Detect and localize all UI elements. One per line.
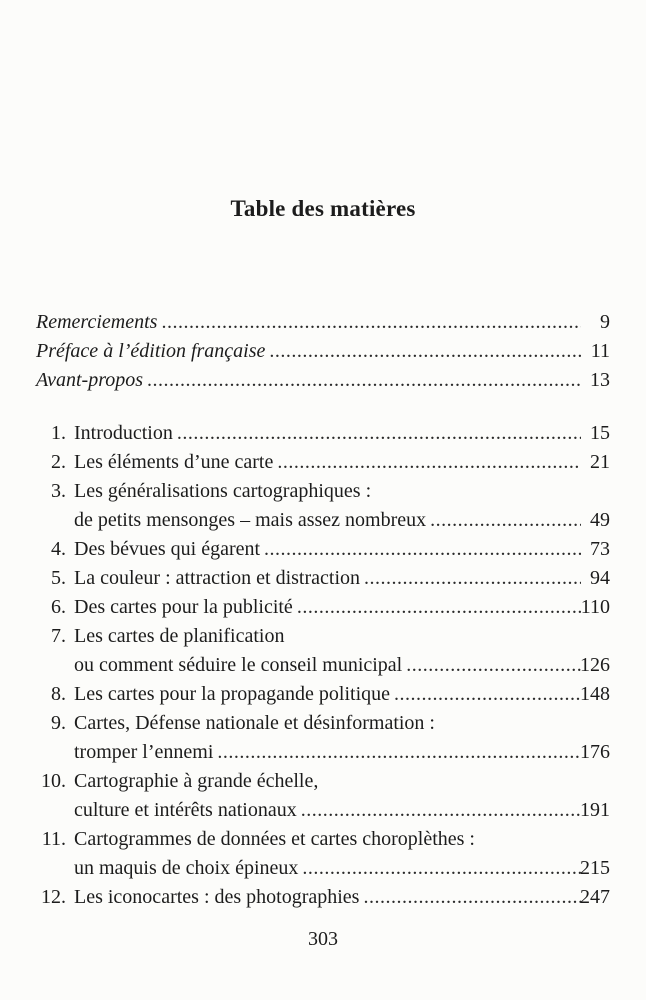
entry-page-number: 15	[590, 422, 610, 444]
chapter-number: 12.	[41, 886, 66, 908]
toc-front-matter-item	[0, 307, 646, 337]
toc-chapter-item	[0, 882, 646, 912]
dot-leader	[217, 737, 581, 767]
toc-chapter-item	[0, 824, 646, 854]
entry-title: Les généralisations cartographiques :	[74, 480, 372, 502]
entry-page-number: 13	[590, 369, 610, 391]
page-title: Table des matières	[230, 196, 416, 221]
entry-title: Les cartes de planification	[74, 625, 285, 647]
chapter-number: 11.	[41, 828, 66, 850]
entry-text	[74, 592, 584, 622]
toc-chapter-item	[0, 592, 646, 622]
entry-title: un maquis de choix épineux	[74, 857, 299, 879]
dot-leader	[177, 418, 581, 448]
chapter-number: 4.	[51, 538, 66, 560]
dot-leader	[269, 336, 581, 366]
chapter-number: 3.	[51, 480, 66, 502]
entry-title: Cartographie à grande échelle,	[74, 770, 319, 792]
toc-chapter-item-continued	[0, 650, 646, 680]
chapter-number: 5.	[51, 567, 66, 589]
dot-leader	[363, 882, 581, 912]
entry-text	[36, 365, 584, 395]
entry-title: Cartes, Défense nationale et désinformation :	[74, 712, 435, 734]
toc-chapter-item-continued	[0, 737, 646, 767]
entry-title: Avant-propos	[36, 369, 144, 391]
dot-leader	[161, 307, 581, 337]
entry-title: culture et intérêts nationaux	[74, 799, 297, 821]
entry-page-number: 49	[590, 509, 610, 531]
entry-text	[74, 795, 584, 825]
dot-leader	[264, 534, 581, 564]
entry-page-number: 73	[590, 538, 610, 560]
entry-title: Les iconocartes : des photographies	[74, 886, 360, 908]
dot-leader	[301, 795, 581, 825]
toc-chapter-item	[0, 766, 646, 796]
entry-text	[74, 882, 584, 912]
entry-text	[74, 621, 584, 651]
entry-text	[74, 824, 584, 854]
toc-chapter-item	[0, 534, 646, 564]
dot-leader	[302, 853, 581, 883]
entry-title: Les éléments d’une carte	[74, 451, 274, 473]
entry-page-number: 11	[590, 340, 610, 362]
dot-leader	[394, 679, 581, 709]
toc-chapter-item	[0, 447, 646, 477]
entry-page-number: 215	[580, 857, 610, 879]
toc-front-matter-item	[0, 336, 646, 366]
toc-chapter-item-continued	[0, 853, 646, 883]
entry-text	[74, 476, 584, 506]
entry-title: de petits mensonges – mais assez nombreux	[74, 509, 427, 531]
chapter-number: 8.	[51, 683, 66, 705]
entry-title: Des bévues qui égarent	[74, 538, 261, 560]
toc-chapter-item	[0, 476, 646, 506]
entry-page-number: 247	[580, 886, 610, 908]
toc-front-matter-item	[0, 365, 646, 395]
entry-page-number: 21	[590, 451, 610, 473]
dot-leader	[364, 563, 581, 593]
dot-leader	[406, 650, 581, 680]
toc-chapter-item	[0, 563, 646, 593]
entry-text	[74, 708, 584, 738]
entry-page-number: 110	[580, 596, 610, 618]
entry-text	[74, 737, 584, 767]
entry-text	[74, 679, 584, 709]
entry-text	[74, 563, 584, 593]
entry-page-number: 191	[580, 799, 610, 821]
chapter-number: 1.	[51, 422, 66, 444]
toc-chapter-item	[0, 679, 646, 709]
entry-text	[36, 336, 584, 366]
chapter-number: 2.	[51, 451, 66, 473]
toc-chapter-item	[0, 621, 646, 651]
entry-title: La couleur : attraction et distraction	[74, 567, 360, 589]
dot-leader	[277, 447, 581, 477]
dot-leader	[147, 365, 581, 395]
entry-text	[74, 650, 584, 680]
page-number: 303	[308, 928, 338, 950]
entry-text	[74, 853, 584, 883]
entry-page-number: 126	[580, 654, 610, 676]
entry-text	[74, 534, 584, 564]
chapter-number: 6.	[51, 596, 66, 618]
entry-text	[74, 447, 584, 477]
chapter-number: 10.	[41, 770, 66, 792]
entry-title: Les cartes pour la propagande politique	[74, 683, 390, 705]
entry-page-number: 148	[580, 683, 610, 705]
entry-text	[74, 766, 584, 796]
entry-title: Introduction	[74, 422, 173, 444]
dot-leader	[297, 592, 581, 622]
entry-title: Cartogrammes de données et cartes choroplèthes :	[74, 828, 475, 850]
entry-title: Préface à l’édition française	[36, 340, 266, 362]
chapter-number: 9.	[51, 712, 66, 734]
chapter-number: 7.	[51, 625, 66, 647]
toc-chapter-item	[0, 418, 646, 448]
entry-title: Remerciements	[36, 311, 158, 333]
toc-chapter-item-continued	[0, 505, 646, 535]
entry-title: ou comment séduire le conseil municipal	[74, 654, 403, 676]
entry-title: tromper l’ennemi	[74, 741, 214, 763]
dot-leader	[430, 505, 581, 535]
entry-page-number: 176	[580, 741, 610, 763]
toc-chapter-item	[0, 708, 646, 738]
entry-text	[36, 307, 584, 337]
entry-title: Des cartes pour la publicité	[74, 596, 293, 618]
entry-page-number: 9	[600, 311, 610, 333]
entry-text	[74, 418, 584, 448]
toc-chapter-item-continued	[0, 795, 646, 825]
entry-page-number: 94	[590, 567, 610, 589]
entry-text	[74, 505, 584, 535]
